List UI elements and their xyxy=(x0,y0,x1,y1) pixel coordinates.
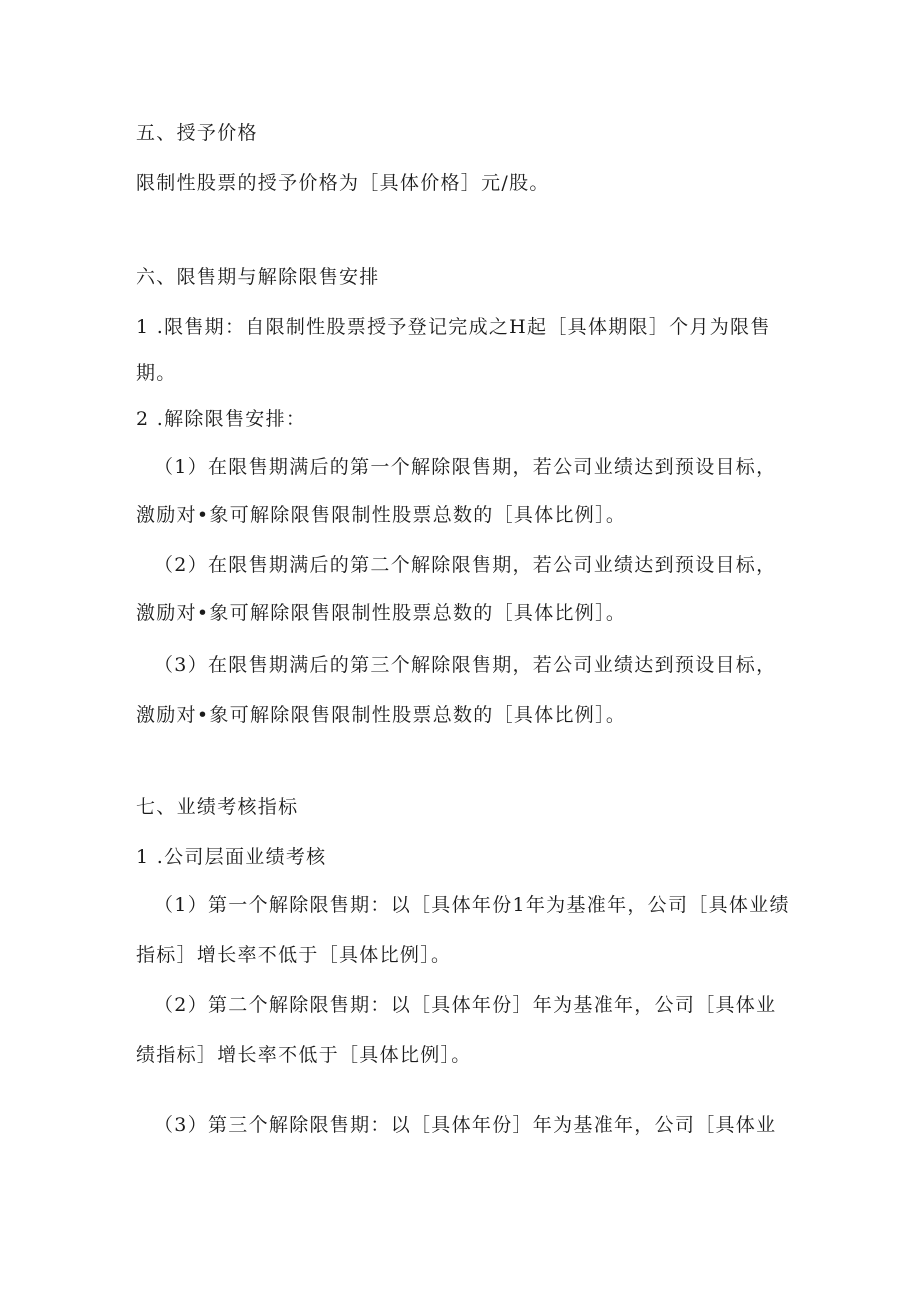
section-6-item-1-line-2: 期。 xyxy=(136,362,177,384)
section-5-heading: 五、授予价格 xyxy=(136,122,258,144)
section-7-heading: 七、业绩考核指标 xyxy=(136,796,299,818)
section-6-item-2: 2 .解除限售安排： xyxy=(136,408,307,430)
section-6-sub-2-line-2: 激励对•象可解除限售限制性股票总数的［具体比例］。 xyxy=(136,602,627,624)
section-6-sub-2-line-1: （2）在限售期满后的第二个解除限售期，若公司业绩达到预设目标， xyxy=(154,554,777,576)
section-6-heading: 六、限售期与解除限售安排 xyxy=(136,266,380,288)
section-7-sub-2-line-1: （2）第二个解除限售期：以［具体年份］年为基准年，公司［具体业 xyxy=(154,994,777,1016)
section-6-sub-1-line-2: 激励对•象可解除限售限制性股票总数的［具体比例］。 xyxy=(136,504,627,526)
section-7-sub-1-line-1: （1）第一个解除限售期：以［具体年份1年为基准年，公司［具体业绩 xyxy=(154,894,790,916)
section-6-sub-3-line-1: （3）在限售期满后的第三个解除限售期，若公司业绩达到预设目标， xyxy=(154,654,777,676)
section-7-sub-2-line-2: 绩指标］增长率不低于［具体比例］。 xyxy=(136,1044,472,1066)
section-6-sub-1-line-1: （1）在限售期满后的第一个解除限售期，若公司业绩达到预设目标， xyxy=(154,456,777,478)
section-6-sub-3-line-2: 激励对•象可解除限售限制性股票总数的［具体比例］。 xyxy=(136,704,627,726)
section-7-sub-3-line-1: （3）第三个解除限售期：以［具体年份］年为基准年，公司［具体业 xyxy=(154,1114,777,1136)
section-6-item-1-line-1: 1 .限售期：自限制性股票授予登记完成之H起［具体期限］个月为限售 xyxy=(136,316,771,338)
section-5-body: 限制性股票的授予价格为［具体价格］元/股。 xyxy=(136,172,550,194)
section-7-sub-1-line-2: 指标］增长率不低于［具体比例］。 xyxy=(136,944,452,966)
section-7-item-1: 1 .公司层面业绩考核 xyxy=(136,846,327,868)
